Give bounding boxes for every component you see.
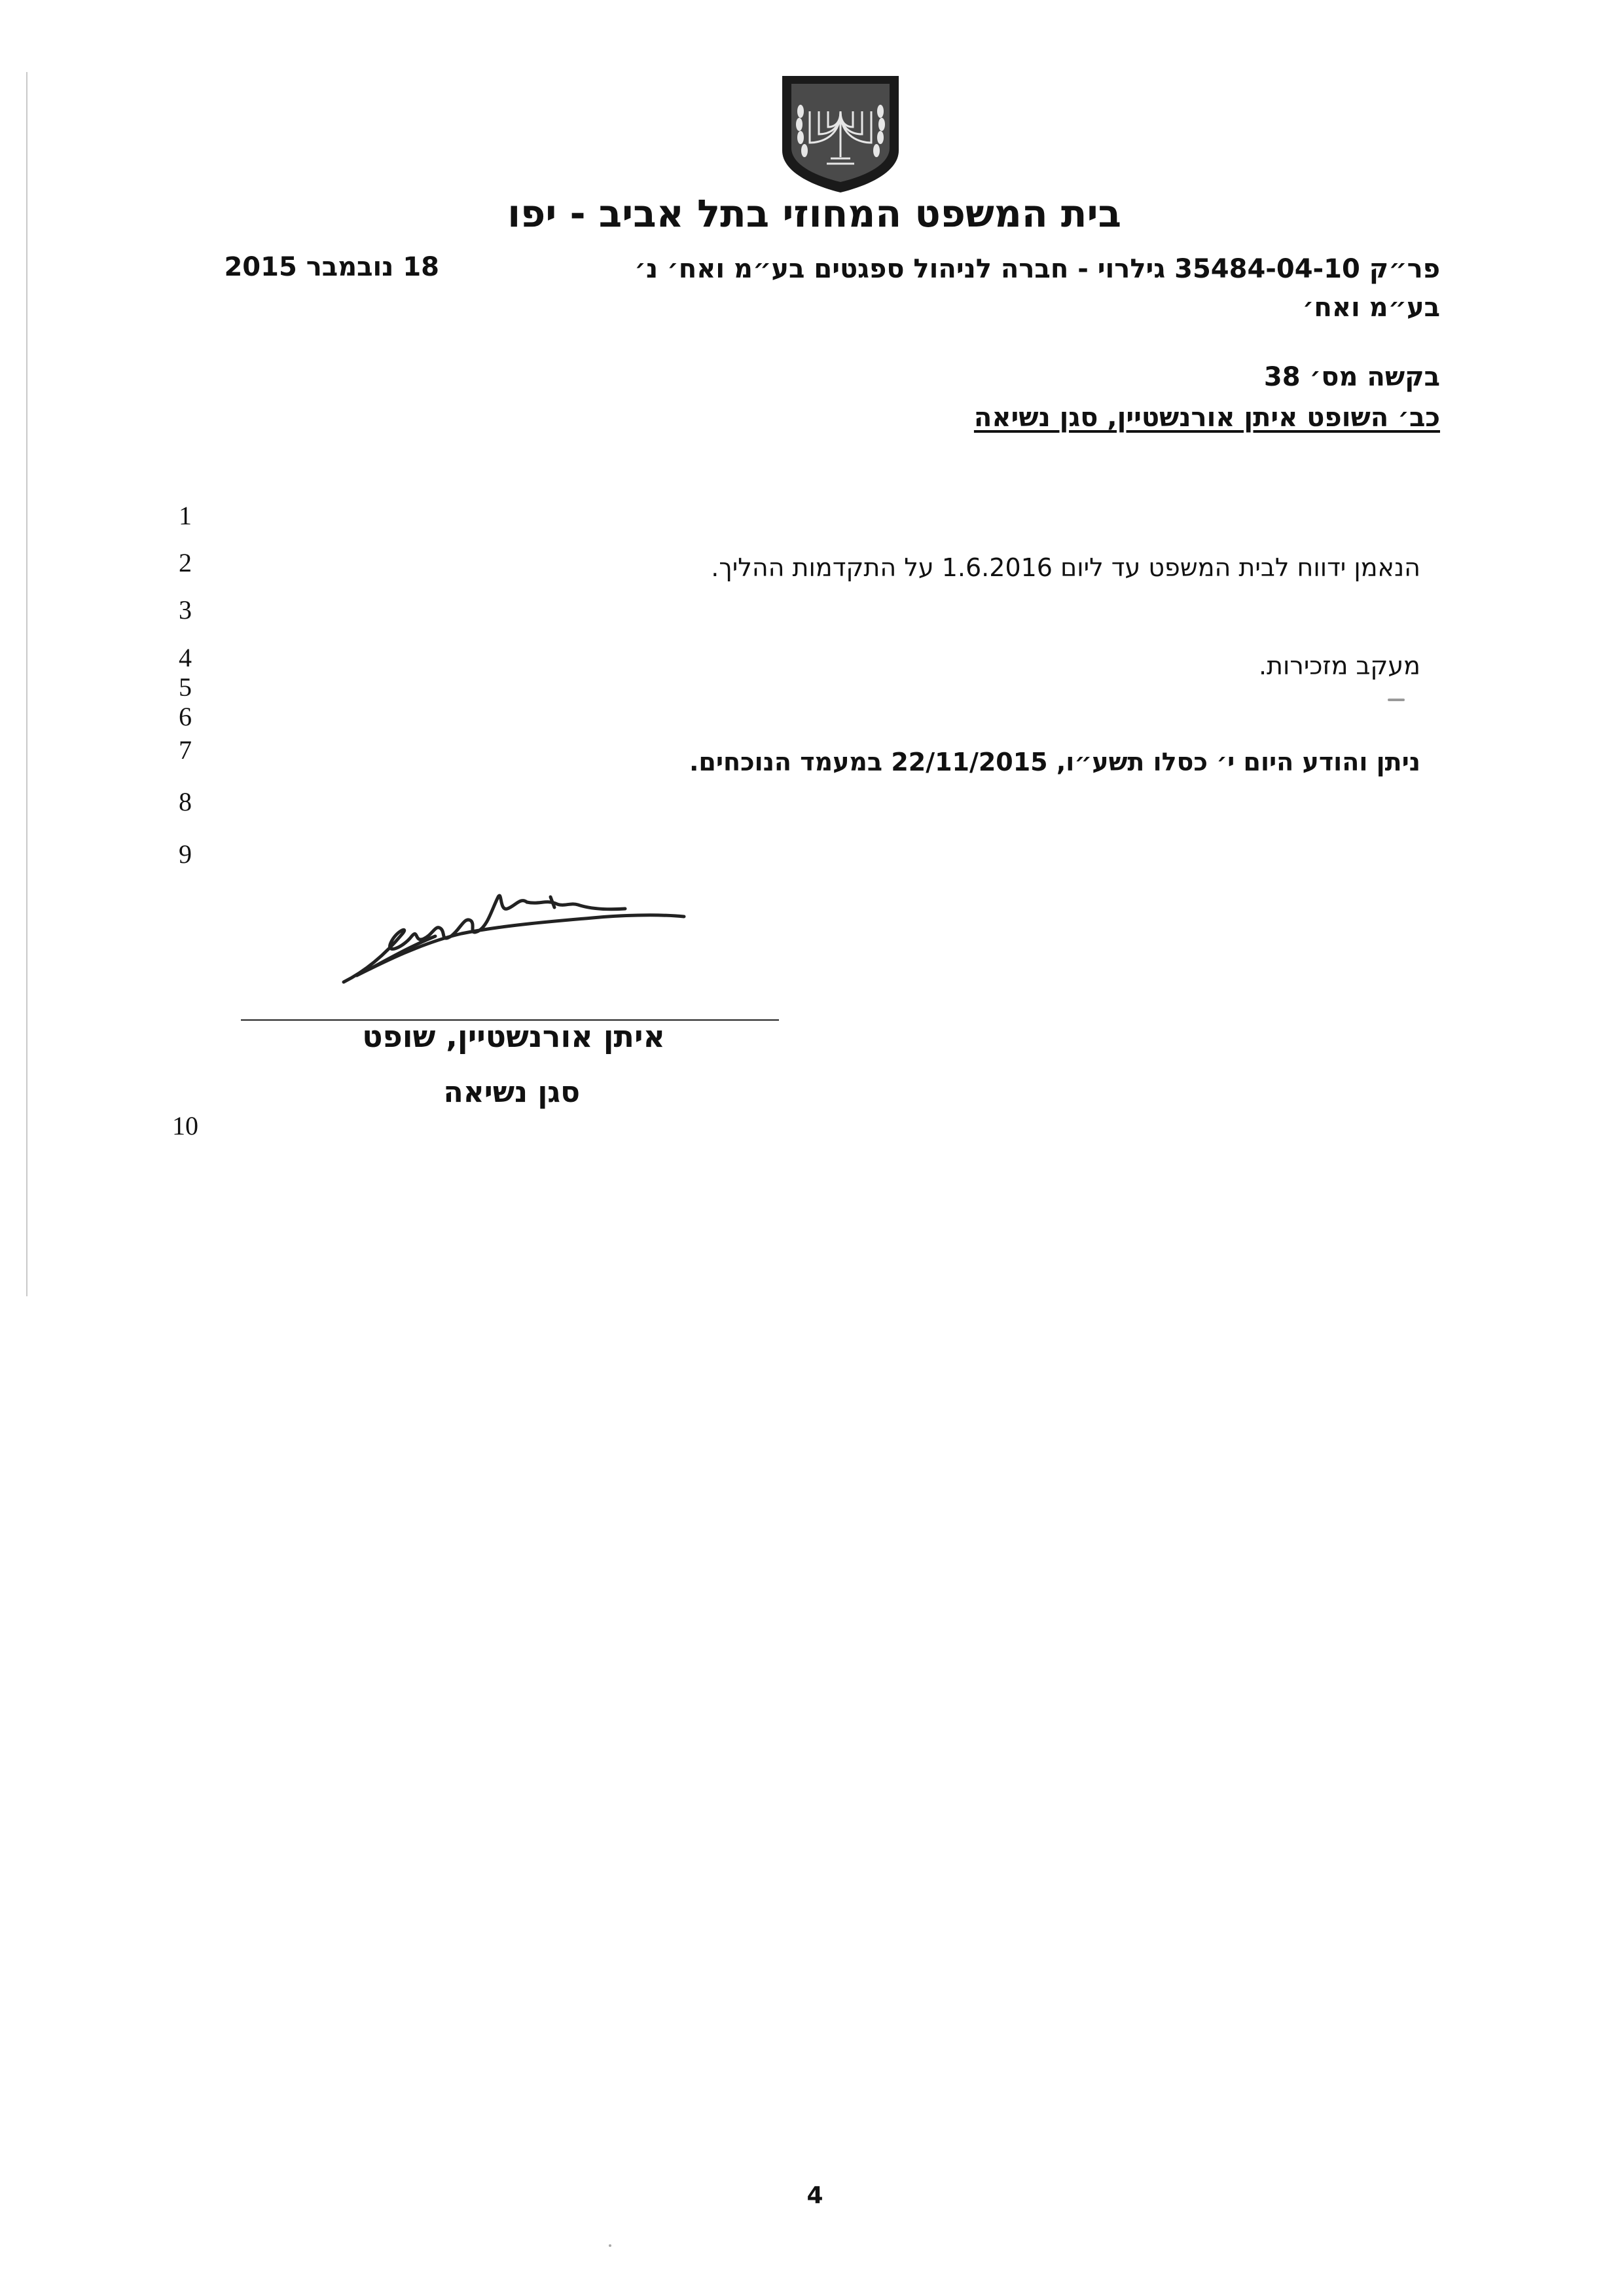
case-title-line-2: בע״מ ואח׳ — [1302, 293, 1440, 323]
page-number: 4 — [806, 2182, 823, 2209]
ruling-text-line-2: הנאמן ידווח לבית המשפט עד ליום 1.6.2016 על התקדמות ההליך. — [711, 553, 1420, 582]
request-number: בקשה מס׳ 38 — [1263, 362, 1440, 392]
signer-title: סגן נשיאה — [443, 1076, 580, 1109]
line-number-4: 4 — [179, 643, 192, 672]
state-emblem-icon — [774, 72, 907, 195]
given-statement: ניתן והודע היום י׳ כסלו תשע״ו, 22/11/2015 במעמד הנוכחים. — [689, 748, 1420, 776]
signer-name: איתן אורנשטיין, שופט — [362, 1019, 665, 1054]
scan-edge-line — [26, 72, 27, 1296]
line-number-1: 1 — [179, 501, 192, 530]
line-number-5: 5 — [179, 672, 192, 702]
handwritten-signature — [331, 871, 697, 995]
scan-mark — [1388, 699, 1405, 701]
judge-title: כב׳ השופט איתן אורנשטיין, סגן נשיאה — [973, 403, 1440, 433]
court-name: בית המשפט המחוזי בתל אביב - יפו — [507, 191, 1121, 236]
line-number-10: 10 — [172, 1111, 198, 1140]
line-number-8: 8 — [179, 787, 192, 816]
document-date: 18 נובמבר 2015 — [224, 252, 439, 282]
line-number-9: 9 — [179, 839, 192, 869]
case-title-line-1: פר״ק 35484-04-10 גילרוי - חברה לניהול ספגטים בע״מ ואח׳ נ׳ — [634, 254, 1440, 284]
line-number-2: 2 — [179, 548, 192, 577]
line-number-6: 6 — [179, 702, 192, 731]
scan-speck — [609, 2244, 611, 2247]
line-number-3: 3 — [179, 595, 192, 625]
line-number-7: 7 — [179, 735, 192, 765]
ruling-text-line-4: מעקב מזכירות. — [1258, 651, 1420, 680]
